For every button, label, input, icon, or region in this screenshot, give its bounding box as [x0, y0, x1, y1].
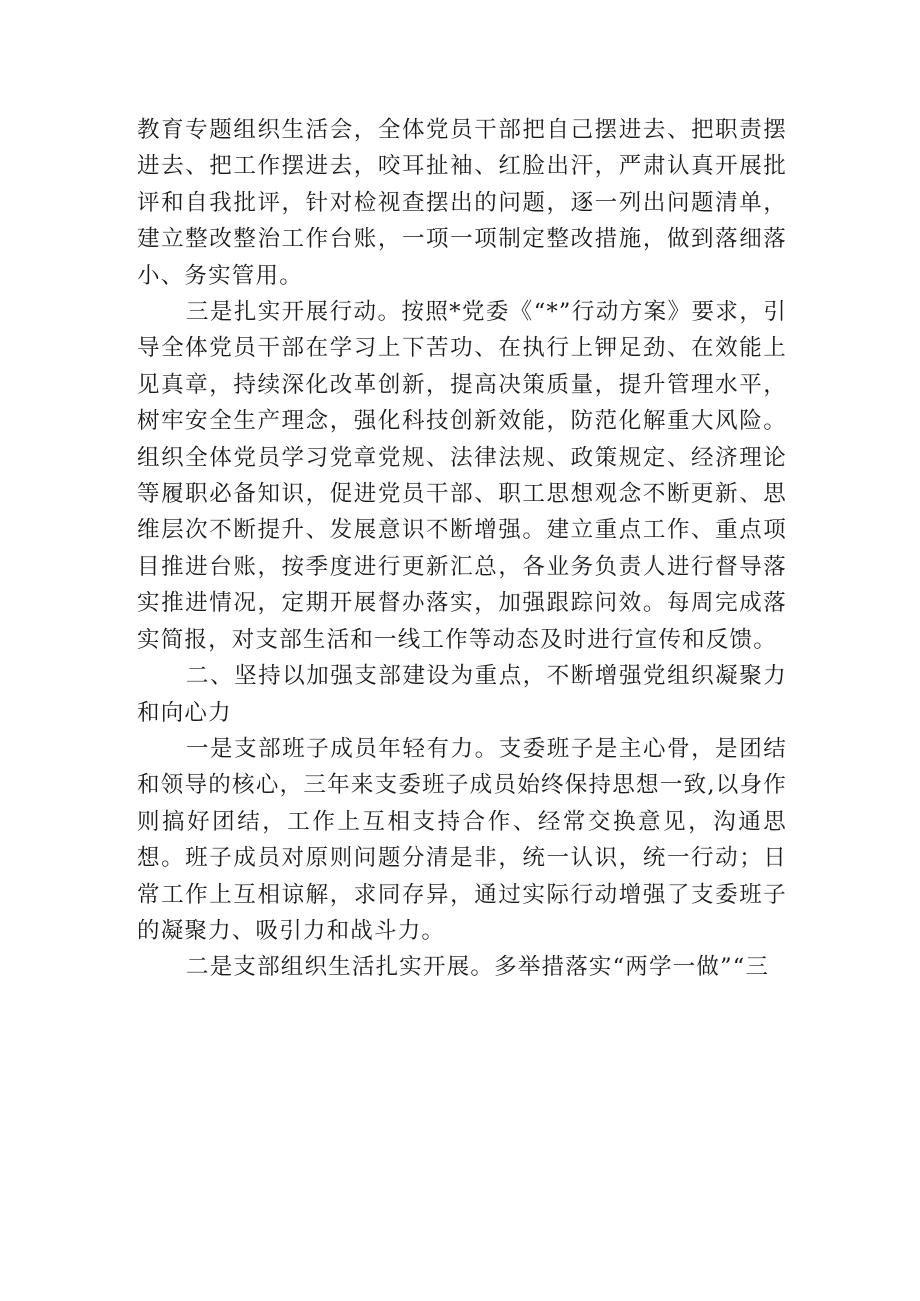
section-heading-branch-building: 二、坚持以加强支部建设为重点，不断增强党组织凝聚力和向心力 [137, 663, 787, 726]
document-page [137, 112, 787, 986]
paragraph-organization-life-continued: 教育专题组织生活会，全体党员干部把自己摆进去、把职责摆进去、把工作摆进去，咬耳扯袖、红脸出汗，严肃认真开展批评和自我批评，针对检视查摆出的问题，逐一列出问题清单，建立整改整治工作台账，一项一项制定整改措施，做到落细落小、务实管用。 [137, 117, 787, 289]
paragraph-organization-life-start: 二是支部组织生活扎实开展。多举措落实“两学一做”“三 [186, 954, 770, 981]
paragraph-branch-committee: 一是支部班子成员年轻有力。支委班子是主心骨，是团结和领导的核心，三年来支委班子成员始终保持思想一致,以身作则搞好团结，工作上互相支持合作、经常交换意见，沟通思想。班子成员对原则问题分清是非，统一认识，统一行动；日常工作上互相谅解，求同存异，通过实际行动增强了支委班子的凝聚力、吸引力和战斗力。 [137, 735, 787, 944]
paragraph-action-implementation: 三是扎实开展行动。按照*党委《“*”行动方案》要求，引导全体党员干部在学习上下苦功、在执行上钾足劲、在效能上见真章，持续深化改革创新，提高决策质量，提升管理水平，树牢安全生产理念，强化科技创新效能，防范化解重大风险。组织全体党员学习党章党规、法律法规、政策规定、经济理论等履职必备知识，促进党员干部、职工思想观念不断更新、思维层次不断提升、发展意识不断增强。建立重点工作、重点项目推进台账，按季度进行更新汇总，各业务负责人进行督导落实推进情况，定期开展督办落实，加强跟踪问效。每周完成落实简报，对支部生活和一线工作等动态及时进行宣传和反馈。 [137, 299, 787, 653]
